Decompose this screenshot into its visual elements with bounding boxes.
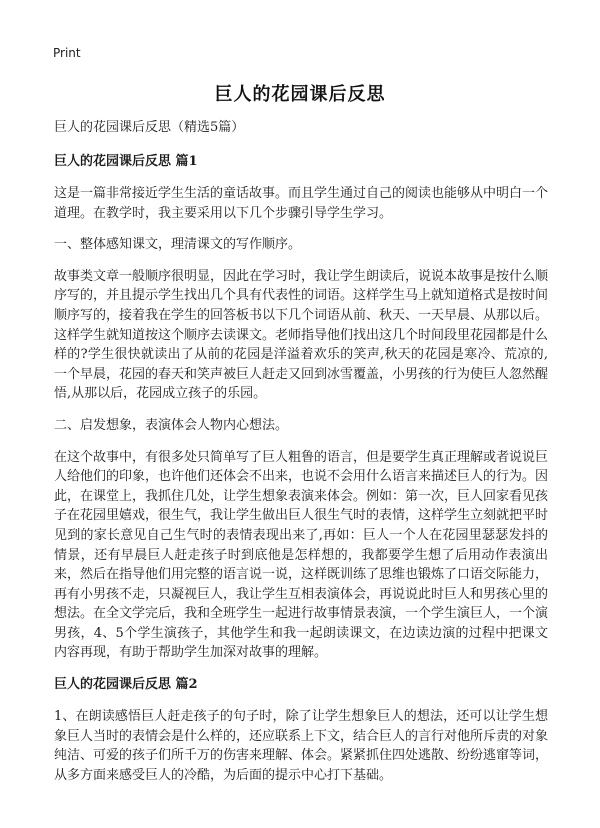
paragraph: 故事类文章一般顺序很明显，因此在学习时，我让学生朗读后，说说本故事是按什么顺序写的，并且提示学生找出几个具有代表性的词语。这样学生马上就知道格式是按时间顺序写的，接着我在学生的回答板书以下几个词语从前、秋天、一天早晨、从那以后。这样学生就知道按这个顺序去读课文。老师指导他们找出这几个时间段里花园都是什么样的?学生很快就读出了从前的花园是洋溢着欢乐的笑声,秋天的花园是寒冷、荒凉的,一个早晨，花园的春天和笑声被巨人赶走又回到冰雪覆盖，小男孩的行为使巨人忽然醒悟,从那以后，花园成立孩子的乐园。 [54,268,549,402]
section-heading-1: 巨人的花园课后反思 篇1 [54,154,198,169]
section-heading-2: 巨人的花园课后反思 篇2 [54,677,198,693]
paragraph: 二、启发想象，表演体会人物内心想法。 [54,417,289,433]
paragraph: 一、整体感知课文，理清课文的写作顺序。 [54,237,302,253]
paragraph: 这是一篇非常接近学生生活的童话故事。而且学生通过自己的阅读也能够从中明白一个道理。在教学时，我主要采用以下几个步骤引导学生学习。 [54,186,549,221]
page-title: 巨人的花园课后反思 [214,84,386,105]
paragraph: 1、在朗读感悟巨人赶走孩子的句子时，除了让学生想象巨人的想法，还可以让学生想象巨人当时的表情会是什么样的，还应联系上下文，结合巨人的言行对他所斥责的对象纯洁、可爱的孩子们所千万的伤害来理解、体会。紧紧抓住四处逃散、纷纷逃窜等词，从多方面来感受巨人的冷酷，为后面的提示中心打下基础。 [54,709,549,783]
paragraph: 在这个故事中，有很多处只简单写了巨人粗鲁的语言，但是要学生真正理解或者说说巨人给他们的印象，也许他们还体会不出来，也说不会用什么语言来描述巨人的行为。因此，在课堂上，我抓住几处，让学生想象表演来体会。例如：第一次，巨人回家看见孩子在花园里嬉戏，很生气，我让学生做出巨人很生气时的表情，这样学生立刻就把平时见到的家长意见自己生气时的表情表现出来了,再如：巨人一个人在花园里瑟瑟发抖的情景，还有早晨巨人赶走孩子时到底他是怎样想的，我都要学生想了后用动作表演出来，然后在指导他们用完整的语言说一说，这样既训练了思维也锻炼了口语交际能力，再有小男孩不走，只凝视巨人，我让学生互相表演体会，再说说此时巨人和男孩心里的想法。在全文学完后，我和全班学生一起进行故事情景表演，一个学生演巨人，一个演男孩，4、5个学生演孩子，其他学生和我一起朗读课文，在边读边演的过程中把课文内容再现，有助于帮助学生加深对故事的理解。 [54,449,549,661]
document-body [54,118,548,797]
print-label[interactable]: Print [53,46,81,60]
document-subtitle: 巨人的花园课后反思（精选5篇） [54,120,245,135]
